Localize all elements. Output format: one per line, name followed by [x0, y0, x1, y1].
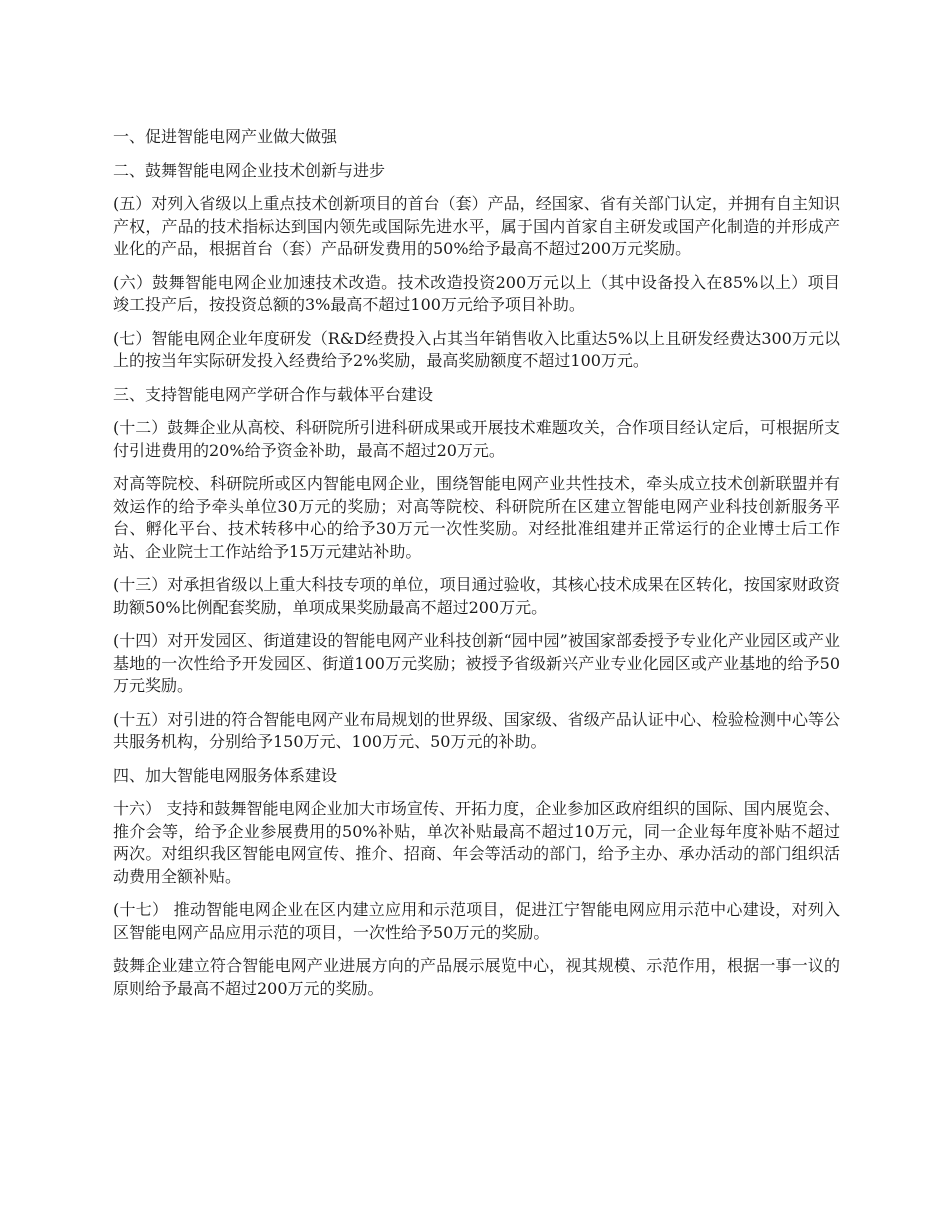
paragraph-5: (五）对列入省级以上重点技术创新项目的首台（套）产品，经国家、省有关部门认定，并拥有自主知识产权，产品的技术指标达到国内领先或国际先进水平，属于国内首家自主研发或国产化制造的并形成产业化的产品，根据首台（套）产品研发费用的50%给予最高不超过200万元奖励。 [113, 194, 840, 258]
paragraph-16: 十六） 支持和鼓舞智能电网企业加大市场宣传、开拓力度，企业参加区政府组织的国际、国内展览会、推介会等，给予企业参展费用的50%补贴，单次补贴最高不超过10万元，同一企业每年度补贴不超过两次。对组织我区智能电网宣传、推介、招商、年会等活动的部门，给予主办、承办活动的部门组织活动费用全额补贴。 [113, 799, 840, 886]
section-heading-2: 二、鼓舞智能电网企业技术创新与进步 [113, 160, 386, 180]
paragraph-12-cont: 对高等院校、科研院所或区内智能电网企业，围绕智能电网产业共性技术，牵头成立技术创新联盟并有效运作的给予牵头单位30万元的奖励；对高等院校、科研院所在区建立智能电网产业科技创新服务平台、孵化平台、技术转移中心的给予30万元一次性奖励。对经批准组建并正常运行的企业博士后工作站、企业院士工作站给予15万元建站补助。 [113, 474, 840, 561]
paragraph-17: (十七） 推动智能电网企业在区内建立应用和示范项目，促进江宁智能电网应用示范中心建设，对列入区智能电网产品应用示范的项目，一次性给予50万元的奖励。 [113, 900, 840, 942]
paragraph-13: (十三）对承担省级以上重大科技专项的单位，项目通过验收，其核心技术成果在区转化，按国家财政资助额50%比例配套奖励，单项成果奖励最高不超过200万元。 [113, 575, 840, 617]
section-heading-4: 四、加大智能电网服务体系建设 [113, 765, 338, 785]
paragraph-15: (十五）对引进的符合智能电网产业布局规划的世界级、国家级、省级产品认证中心、检验检测中心等公共服务机构，分别给予150万元、100万元、50万元的补助。 [113, 709, 840, 751]
section-heading-1: 一、促进智能电网产业做大做强 [113, 127, 338, 146]
paragraph-6: (六）鼓舞智能电网企业加速技术改造。技术改造投资200万元以上（其中设备投入在85%以上）项目竣工投产后，按投资总额的3%最高不超过100万元给予项目补助。 [113, 272, 840, 314]
document-body [113, 126, 840, 1011]
section-heading-3: 三、支持智能电网产学研合作与载体平台建设 [113, 384, 434, 404]
paragraph-7: (七）智能电网企业年度研发（R&D经费投入占其当年销售收入比重达5%以上且研发经费达300万元以上的按当年实际研发投入经费给予2%奖励，最高奖励额度不超过100万元。 [113, 328, 840, 370]
paragraph-12: (十二）鼓舞企业从高校、科研院所引进科研成果或开展技术难题攻关，合作项目经认定后，可根据所支付引进费用的20%给予资金补助，最高不超过20万元。 [113, 418, 840, 460]
paragraph-17-cont: 鼓舞企业建立符合智能电网产业进展方向的产品展示展览中心，视其规模、示范作用，根据一事一议的原则给予最高不超过200万元的奖励。 [113, 956, 840, 998]
paragraph-14: (十四）对开发园区、街道建设的智能电网产业科技创新“园中园”被国家部委授予专业化产业园区或产业基地的一次性给予开发园区、街道100万元奖励；被授予省级新兴产业专业化园区或产业基地的给予50万元奖励。 [113, 631, 840, 695]
